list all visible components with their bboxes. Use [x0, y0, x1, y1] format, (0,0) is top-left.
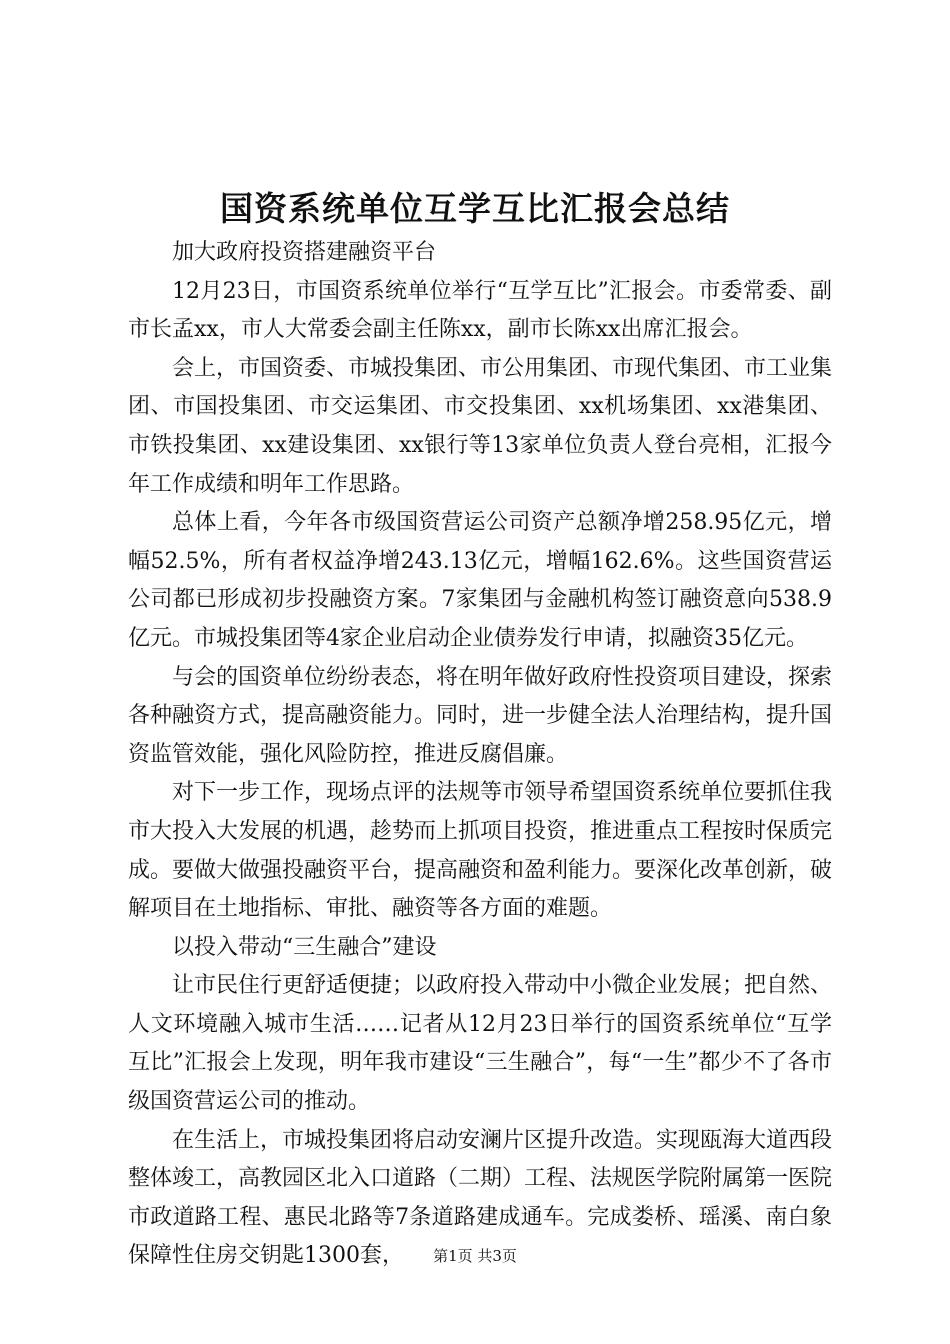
section-heading: 以投入带动“三生融合”建设 [172, 934, 437, 960]
document-title: 国资系统单位互学互比汇报会总结 [220, 189, 730, 228]
section-heading: 加大政府投资搭建融资平台 [172, 240, 437, 265]
paragraph: 总体上看，今年各市级国资营运公司资产总额净增258.95亿元，增幅52.5%，所有者权益净增243.13亿元，增幅162.6%。这些国资营运公司都已形成初步投融资方案。7家集团与金融机构签订融资意向538.9亿元。市城投集团等4家企业启动企业债券发行申请，拟融资35亿元。 [128, 510, 832, 651]
paragraph: 12月23日，市国资系统单位举行“互学互比”汇报会。市委常委、副市长孟xx，市人大常委会副主任陈xx，副市长陈xx出席汇报会。 [128, 278, 832, 343]
paragraph: 会上，市国资委、市城投集团、市公用集团、市现代集团、市工业集团、市国投集团、市交运集团、市交投集团、xx机场集团、xx港集团、市铁投集团、xx建设集团、xx银行等13家单位负责人登台亮相，汇报今年工作成绩和明年工作思路。 [128, 355, 833, 497]
page-number-footer: 第1页 共3页 [433, 1247, 517, 1265]
paragraph: 让市民住行更舒适便捷；以政府投入带动中小微企业发展；把自然、人文环境融入城市生活……记者从12月23日举行的国资系统单位“互学互比”汇报会上发现，明年我市建设“三生融合”，每“一生”都少不了各市级国资营运公司的推动。 [128, 973, 833, 1115]
paragraph: 在生活上，市城投集团将启动安澜片区提升改造。实现瓯海大道西段整体竣工，高教园区北入口道路（二期）工程、法规医学院附属第一医院市政道路工程、惠民北路等7条道路建成通车。完成娄桥、瑶溪、南白象保障性住房交钥匙1300套， [128, 1127, 833, 1269]
paragraph: 对下一步工作，现场点评的法规等市领导希望国资系统单位要抓住我市大投入大发展的机遇，趁势而上抓项目投资，推进重点工程按时保质完成。要做大做强投融资平台，提高融资和盈利能力。要深化改革创新，破解项目在土地指标、审批、融资等各方面的难题。 [128, 780, 833, 922]
document-body [128, 234, 832, 1276]
paragraph: 与会的国资单位纷纷表态，将在明年做好政府性投资项目建设，探索各种融资方式，提高融资能力。同时，进一步健全法人治理结构，提升国资监管效能，强化风险防控，推进反腐倡廉。 [128, 664, 833, 767]
